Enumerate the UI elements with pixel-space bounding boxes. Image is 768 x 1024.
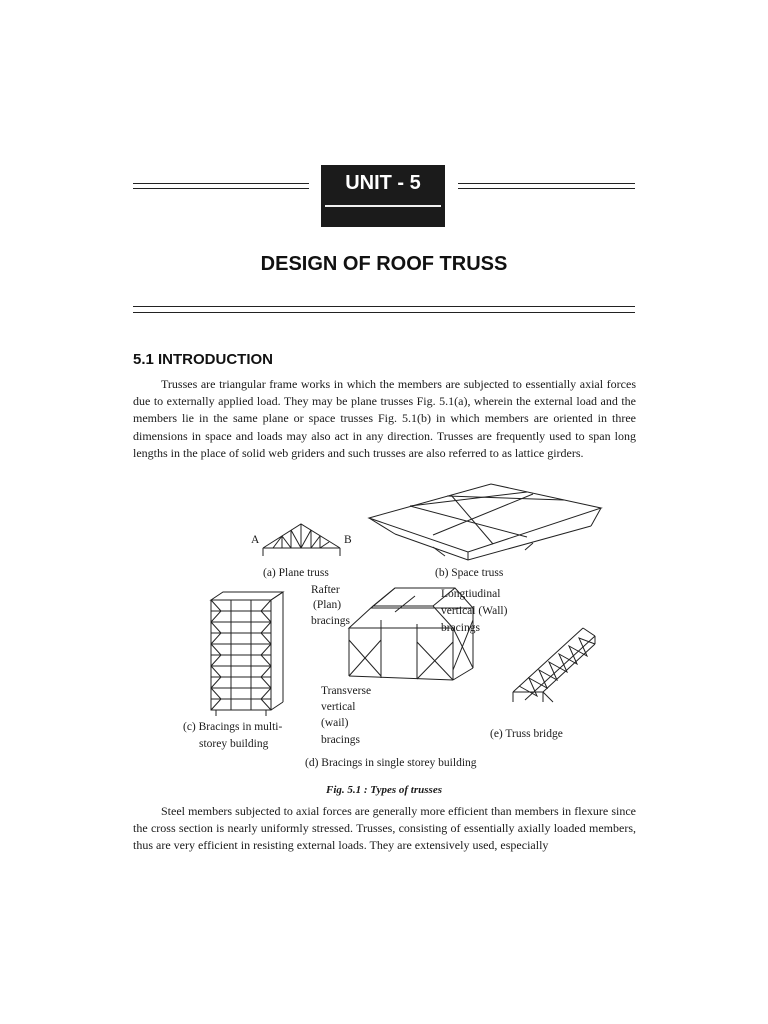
longitudinal-label-line3: bracings (441, 622, 480, 634)
unit-label: UNIT - 5 (345, 172, 421, 194)
figure-caption: Fig. 5.1 : Types of trusses (325, 784, 442, 796)
transverse-label-line3: (wail) (321, 717, 349, 729)
node-a-label: A (251, 534, 260, 546)
single-storey-drawing (349, 588, 473, 680)
title-rule-top (133, 306, 635, 307)
header-rule-left-bottom (133, 188, 309, 189)
paragraph-axial: Steel members subjected to axial forces are generally more efficient than members in flexure since the cross section is nearly uniformly stressed. Trusses, consisting of essentially axially loaded members, thus are very efficient in resisting external loads. They are extensively used, especially (133, 804, 636, 853)
header-rule-right-bottom (458, 188, 635, 189)
header-rule-left-top (133, 183, 309, 184)
title-rule-bottom (133, 312, 635, 313)
rafter-label-line3: bracings (311, 615, 350, 627)
longitudinal-label-line2: vertical (Wall) (441, 605, 508, 617)
longitudinal-label-line1: Longtiudinal (441, 588, 501, 600)
plane-truss-drawing (263, 524, 340, 556)
section-heading: 5.1 INTRODUCTION (133, 351, 274, 368)
truss-bridge-drawing (513, 628, 595, 702)
multistorey-label-line1: (c) Bracings in multi- (183, 721, 283, 733)
header-rule-right-top (458, 183, 635, 184)
node-b-label: B (344, 534, 352, 546)
paragraph-intro: Trusses are triangular frame works in which the members are subjected to essentially axial forces due to externally applied load. They may be plane trusses Fig. 5.1(a), wherein the external load and the members lie in the same plane or space trusses Fig. 5.1(b) in which members are oriented in three dimensions in space and loads may also act in any direction. Trusses are frequently used to span long lengths in the place of solid web griders and such trusses are also referred to as lattice girders. (133, 377, 636, 460)
rafter-label-line2: (Plan) (313, 599, 342, 611)
multistorey-drawing (211, 592, 283, 716)
transverse-label-line2: vertical (321, 701, 356, 713)
space-truss-label: (b) Space truss (435, 567, 504, 579)
figure-types-of-trusses (133, 480, 636, 790)
chapter-title: DESIGN OF ROOF TRUSS (260, 253, 508, 275)
transverse-label-line4: bracings (321, 734, 360, 746)
multistorey-label-line2: storey building (199, 738, 269, 750)
space-truss-drawing (369, 484, 601, 560)
truss-bridge-label: (e) Truss bridge (490, 728, 563, 740)
single-storey-label: (d) Bracings in single storey building (305, 757, 477, 769)
unit-underline (325, 205, 441, 207)
transverse-label-line1: Transverse (321, 685, 372, 697)
rafter-label-line1: Rafter (311, 584, 340, 596)
plane-truss-label: (a) Plane truss (263, 567, 329, 579)
